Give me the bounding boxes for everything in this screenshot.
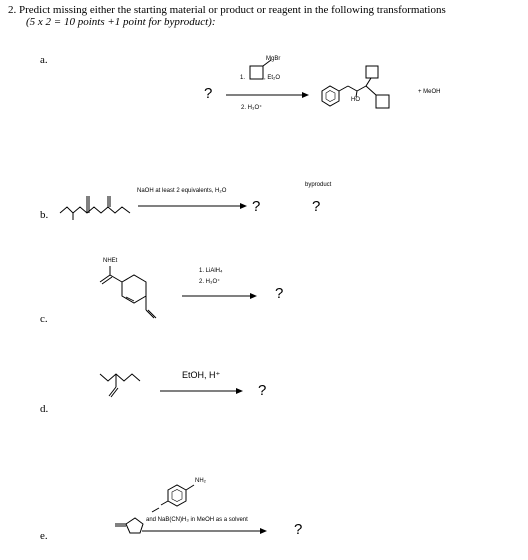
part-d-label: d.	[40, 403, 49, 415]
a-product-benzene	[322, 86, 339, 106]
b-byproduct-unknown: ?	[312, 198, 321, 215]
b-reagent: NaOH at least 2 equivalents, H₂O	[137, 188, 227, 194]
question-title: 2. Predict missing either the starting material or product or reagent in the following transformations	[8, 4, 446, 16]
e-cyclopentanone	[126, 518, 143, 533]
d-reagent: EtOH, H⁺	[182, 370, 221, 380]
e-amine-group: NH₂	[195, 478, 206, 484]
b-substrate-chain	[60, 207, 130, 213]
a-reagent-1-solvent: , Et₂O	[264, 75, 280, 81]
e-unknown: ?	[294, 521, 303, 538]
a-product-oh: HO	[351, 97, 360, 103]
c-unknown: ?	[275, 285, 284, 302]
b-product-unknown: ?	[252, 198, 261, 215]
d-unknown: ?	[258, 382, 267, 399]
a-reagent-2: 2. H₃O⁺	[241, 105, 263, 111]
e-amine-benzene	[168, 485, 186, 506]
a-unknown: ?	[204, 85, 213, 102]
c-reagent-1: 1. LiAlH₄	[199, 268, 223, 274]
a-product-cyclobutyl-2	[376, 95, 389, 108]
c-substituent: NHEt	[103, 258, 118, 264]
e-reagent: and NaB(CN)H₃ in MeOH as a solvent	[146, 517, 248, 523]
part-a-label: a.	[40, 54, 48, 66]
part-c-label: c.	[40, 313, 48, 325]
a-reagent-cyclobutyl	[250, 66, 263, 79]
a-reagent-1-name: MgBr	[266, 56, 281, 62]
a-reagent-1-num: 1.	[240, 75, 246, 81]
a-byproduct: + MeOH	[418, 89, 441, 95]
c-reagent-2: 2. H₃O⁺	[199, 279, 221, 285]
c-substrate-ring	[122, 275, 146, 303]
part-e-label: e.	[40, 530, 48, 542]
b-byproduct-label: byproduct	[305, 182, 332, 188]
d-substrate-chain	[100, 374, 140, 381]
question-points: (5 x 2 = 10 points +1 point for byproduct):	[26, 16, 216, 28]
a-product-cyclobutyl-1	[366, 66, 378, 78]
part-b-label: b.	[40, 209, 49, 221]
